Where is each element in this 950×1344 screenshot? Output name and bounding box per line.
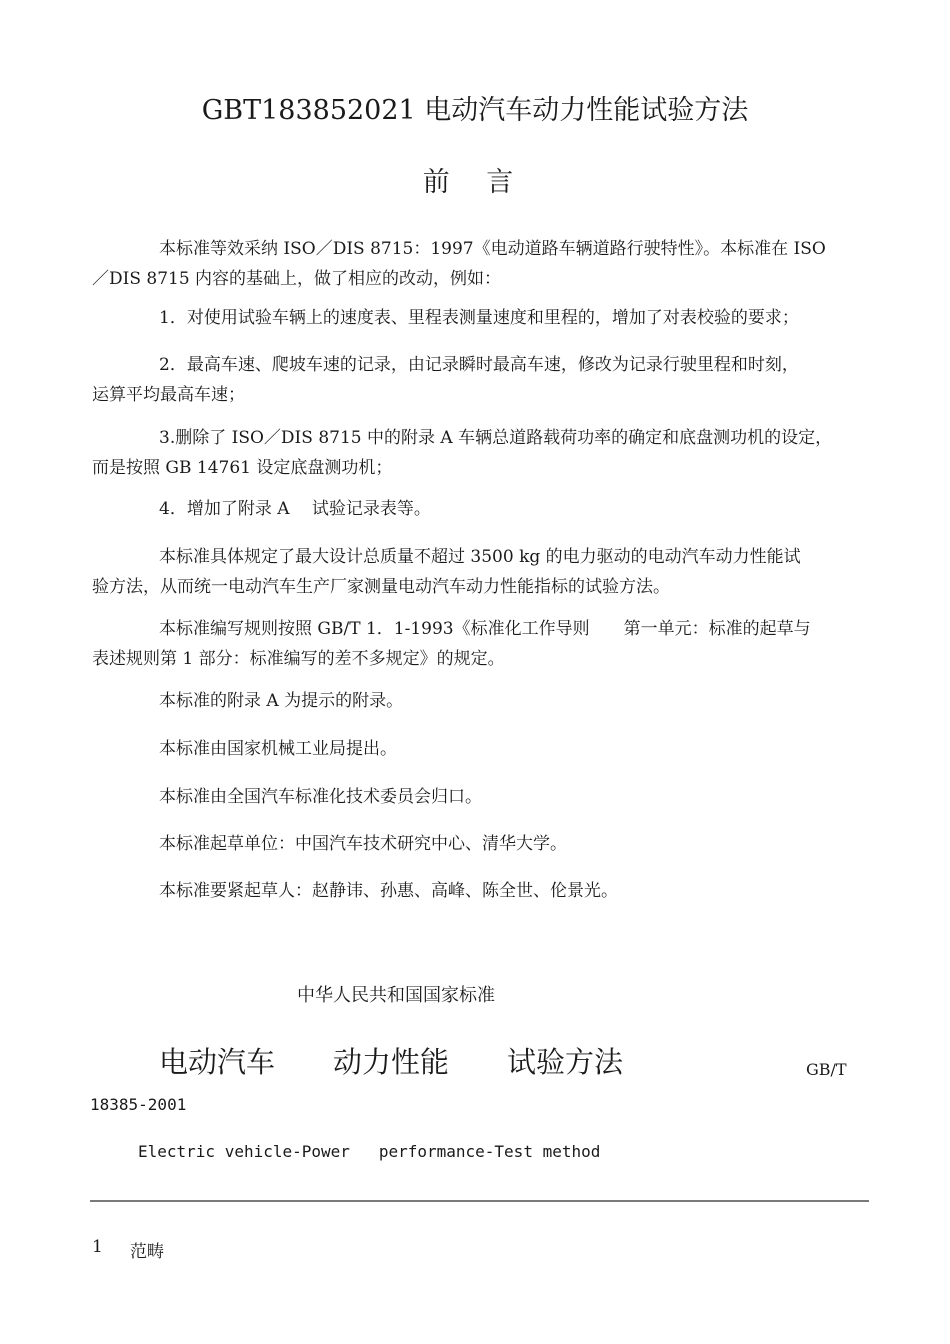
paragraph-intro [92, 234, 870, 294]
divider [90, 1200, 869, 1202]
standard-title: 电动汽车 动力性能 试验方法 [159, 1045, 624, 1079]
english-title: Electric vehicle-Power performance-Test method [138, 1142, 601, 1161]
preface-heading: 前 言 [422, 167, 528, 198]
section-title: 范畴 [130, 1242, 164, 1262]
paragraph-line: 表述规则第 1 部分：标准编写的差不多规定》的规定。 [92, 649, 505, 669]
paragraph-line: 本标准具体规定了最大设计总质量不超过 3500 kg 的电力驱动的电动汽车动力性能试 [159, 547, 801, 567]
paragraph-line: 本标准编写规则按照 GB/T 1．1-1993《标准化工作导则 第一单元：标准的起草与 [159, 619, 811, 639]
paragraph-item-3 [92, 423, 870, 483]
statement-appendix: 本标准的附录 A 为提示的附录。 [159, 691, 404, 711]
paragraph-line: 3.删除了 ISO／DIS 8715 中的附录 A 车辆总道路载荷功率的确定和底盘测功机的设定， [159, 428, 833, 448]
paragraph-line: ／DIS 8715 内容的基础上，做了相应的改动，例如： [92, 269, 502, 289]
standard-prefix: GB/T [806, 1060, 847, 1079]
document-title: GBT183852021 电动汽车动力性能试验方法 [201, 95, 749, 126]
section-number: 1 [92, 1237, 103, 1257]
paragraph-line: 验方法，从而统一电动汽车生产厂家测量电动汽车动力性能指标的试验方法。 [92, 577, 670, 597]
national-standard-label: 中华人民共和国国家标准 [297, 985, 495, 1006]
paragraph-scope [92, 542, 870, 602]
standard-number: 18385-2001 [90, 1095, 187, 1114]
paragraph-line: 4．增加了附录 A 试验记录表等。 [159, 499, 431, 519]
statement-committee: 本标准由全国汽车标准化技术委员会归口。 [159, 787, 482, 807]
paragraph-line: 1．对使用试验车辆上的速度表、里程表测量速度和里程的，增加了对表校验的要求； [159, 308, 799, 328]
paragraph-line: 运算平均最高车速； [92, 385, 245, 405]
paragraph-item-2 [92, 350, 870, 410]
statement-proposer: 本标准由国家机械工业局提出。 [159, 739, 397, 759]
paragraph-line: 本标准等效采纳 ISO／DIS 8715：1997《电动道路车辆道路行驶特性》。本标准在 ISO [159, 239, 826, 259]
statement-drafting-units: 本标准起草单位：中国汽车技术研究中心、清华大学。 [159, 834, 567, 854]
paragraph-item-4 [92, 494, 870, 524]
paragraph-line: 2．最高车速、爬坡车速的记录，由记录瞬时最高车速，修改为记录行驶里程和时刻， [159, 355, 799, 375]
paragraph-line: 而是按照 GB 14761 设定底盘测功机； [92, 458, 393, 478]
statement-drafters: 本标准要紧起草人：赵静讳、孙惠、高峰、陈全世、伦景光。 [159, 881, 618, 901]
paragraph-item-1 [92, 303, 870, 333]
paragraph-rules [92, 614, 870, 674]
